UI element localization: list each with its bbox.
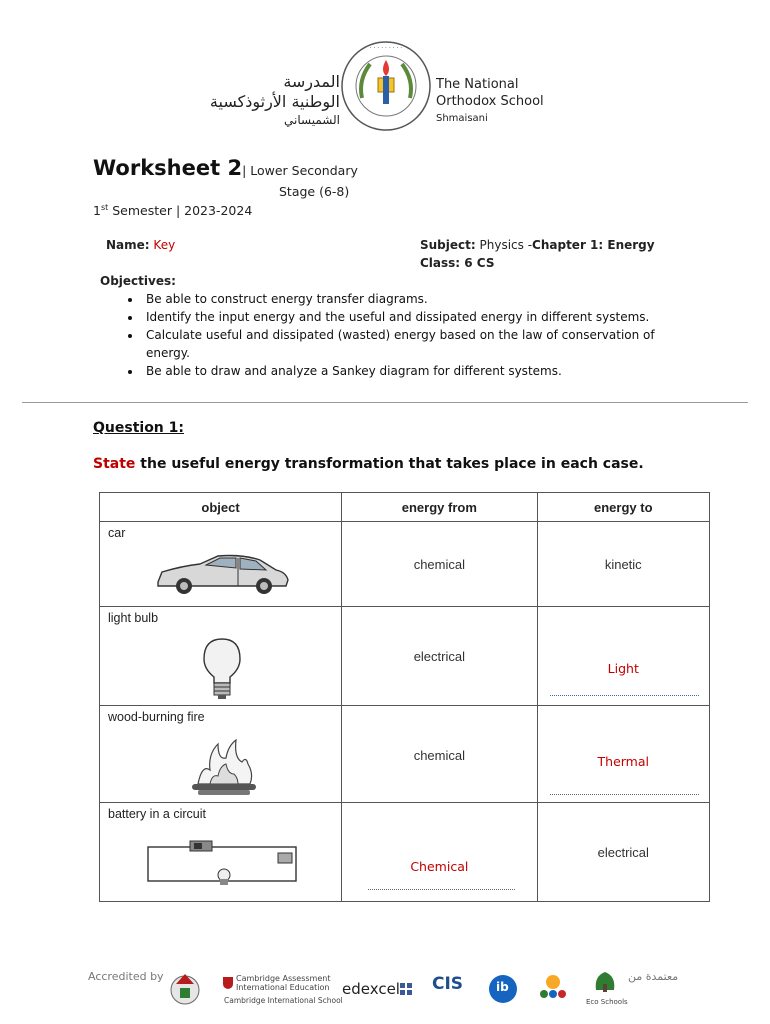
school-name-arabic: [200, 72, 340, 128]
circuit-image: [144, 833, 304, 893]
table-row: [100, 607, 710, 706]
accredited-by-arabic: معتمدة من: [628, 970, 679, 983]
object-label: battery in a circuit: [108, 807, 206, 821]
answer-line: [368, 889, 514, 890]
object-cell: [100, 522, 342, 607]
class-label: Class: 6 CS: [420, 256, 495, 270]
school-name-en-line3: Shmaisani: [436, 113, 488, 124]
cambridge-line1: Cambridge Assessment: [236, 974, 331, 983]
energy-to-cell: [537, 522, 709, 607]
header-object: object: [100, 493, 342, 522]
header-energy-from: energy from: [342, 493, 537, 522]
energy-from-value: electrical: [413, 649, 465, 664]
worksheet-title: Worksheet 2: [93, 156, 243, 180]
objective-item: • Be able to construct energy transfer diagrams.: [142, 290, 672, 308]
table-header-row: [100, 493, 710, 522]
worksheet-stage: Stage (6-8): [279, 184, 350, 199]
subject-value: Physics -: [475, 238, 533, 252]
answer-line: [550, 794, 699, 795]
edexcel-logo: edexcel: [342, 980, 400, 998]
fire-image: [188, 734, 260, 798]
school-name-english: [436, 76, 544, 127]
energy-to-answer: Thermal: [597, 754, 649, 769]
semester-sup: st: [100, 203, 109, 212]
energy-from-cell: [342, 607, 537, 706]
school-name-ar-line3: الشميساني: [284, 113, 340, 127]
table-row: [100, 706, 710, 803]
footer-accreditations: [0, 964, 770, 1014]
name-field: [106, 238, 175, 252]
object-cell: [100, 803, 342, 902]
instruction-verb: State: [93, 456, 136, 472]
object-label: light bulb: [108, 611, 159, 625]
semester-num: 1: [93, 203, 101, 219]
objectives-heading: Objectives:: [100, 274, 176, 288]
energy-from-value: chemical: [413, 557, 465, 572]
subject-field: [420, 238, 655, 252]
school-name-ar-line1: المدرسة: [283, 72, 340, 91]
car-image: [152, 552, 292, 596]
objectives-list: [122, 290, 672, 380]
energy-to-cell: [537, 607, 709, 706]
school-name-ar-line2: الوطنية الأرثوذكسية: [209, 92, 340, 111]
school-name-en-line2: Orthodox School: [436, 94, 544, 109]
cambridge-line2: International Education: [236, 983, 330, 992]
energy-to-answer: Light: [607, 661, 639, 676]
objective-item: • Identify the input energy and the useful and dissipated energy in different systems.: [142, 308, 672, 326]
semester-line: [93, 203, 252, 218]
cambridge-shield-icon: [222, 976, 234, 990]
header-energy-to: energy to: [537, 493, 709, 522]
worksheet-title-row: [93, 156, 358, 180]
energy-to-value: kinetic: [604, 557, 642, 572]
chapter-label: Chapter 1: Energy: [532, 238, 655, 252]
accredited-by-label: Accredited by: [88, 970, 164, 983]
cis-logo: CIS: [432, 974, 464, 994]
energy-from-answer: Chemical: [410, 859, 469, 874]
energy-to-cell: [537, 803, 709, 902]
question-heading: Question 1:: [93, 420, 184, 436]
object-cell: [100, 607, 342, 706]
semester-text: Semester | 2023-2024: [108, 203, 253, 219]
cambridge-line3: Cambridge International School: [224, 996, 343, 1005]
energy-from-value: chemical: [413, 748, 465, 763]
question-instruction: [93, 456, 644, 472]
edexcel-grid-icon: [400, 983, 412, 995]
object-label: wood-burning fire: [108, 710, 205, 724]
svg-text:· · · · · · · · ·: · · · · · · · · ·: [369, 45, 403, 52]
worksheet-level: | Lower Secondary: [242, 163, 358, 178]
energy-from-cell: [342, 522, 537, 607]
name-value: Key: [153, 238, 176, 252]
object-cell: [100, 706, 342, 803]
eco-team-icon: [536, 972, 570, 1004]
object-label: car: [108, 526, 126, 540]
energy-to-cell: [537, 706, 709, 803]
answer-line: [550, 695, 699, 696]
objective-item: • Calculate useful and dissipated (wasted) energy based on the law of conservation of energy.: [142, 326, 672, 362]
energy-from-cell: [342, 803, 537, 902]
subject-label: Subject:: [420, 238, 476, 252]
school-logo: [340, 40, 432, 132]
energy-from-cell: [342, 706, 537, 803]
ib-logo-text: ib: [496, 980, 509, 994]
eco-schools-icon: [590, 970, 620, 996]
objective-item: • Be able to draw and analyze a Sankey diagram for different systems.: [142, 362, 672, 380]
energy-table: [99, 492, 710, 902]
table-row: [100, 522, 710, 607]
instruction-text: the useful energy transformation that takes place in each case.: [135, 456, 644, 472]
objectives-list-wrap: [122, 290, 672, 380]
school-name-en-line1: The National: [436, 77, 519, 92]
table-row: [100, 803, 710, 902]
eco-schools-label: Eco Schools: [586, 998, 628, 1006]
name-label: Name:: [106, 238, 150, 252]
section-divider: [22, 402, 748, 403]
energy-to-value: electrical: [597, 845, 649, 860]
jordan-crest-icon: [168, 970, 202, 1008]
light-bulb-image: [200, 637, 244, 701]
